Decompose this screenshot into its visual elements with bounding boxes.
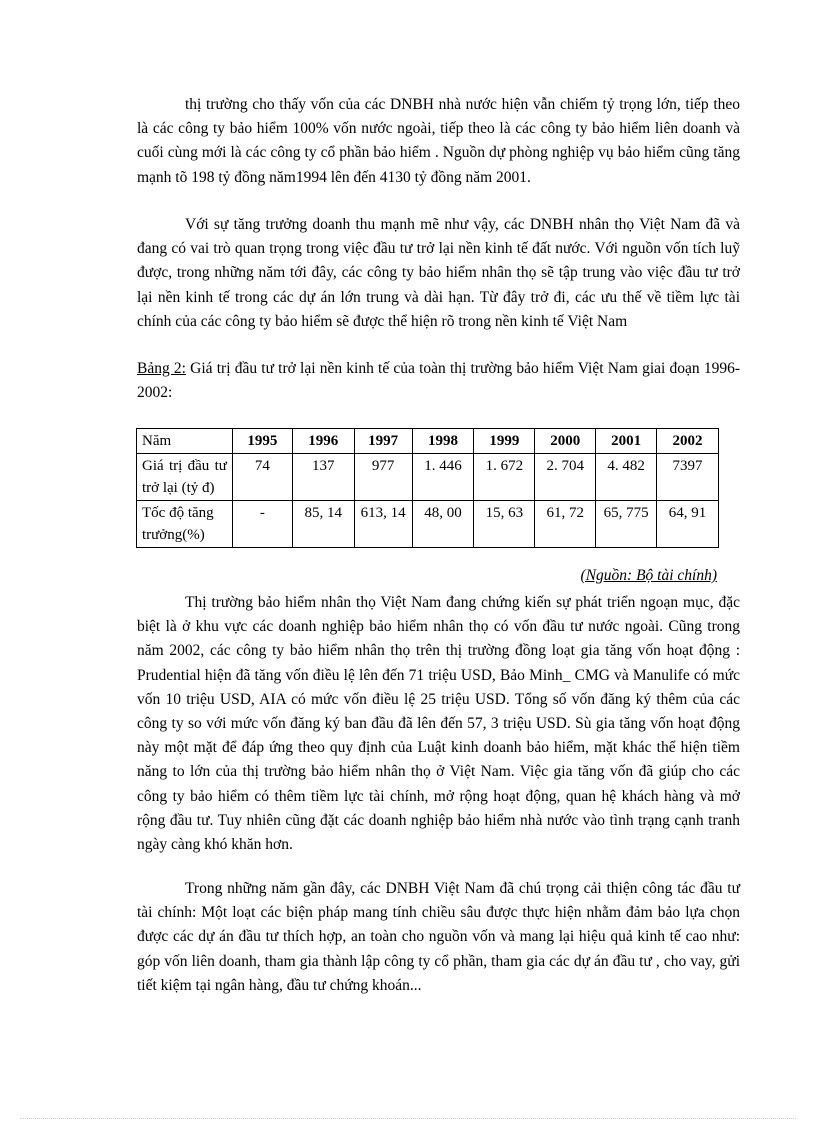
paragraph-4-text: Trong những năm gần đây, các DNBH Việt Nam đã chú trọng cải thiện công tác đầu tư tài chính: Một loạt các biện pháp mang tính chiều sâu được thực hiện nhằm đảm bảo lựa chọn được các dự án đầu tư thích hợp, an toàn cho nguồn vốn và mang lại hiệu quả kinh tế cao như: góp vốn liên doanh, tham gia thành lập công ty cổ phần, tham gia các dự án đầu tư , cho vay, gửi tiết kiệm tại ngân hàng, đầu tư chứng khoán... [137,880,740,994]
header-cell: 2000 [535,429,596,454]
page-bottom-divider [20,1118,796,1119]
header-cell: 1996 [292,429,354,454]
header-cell: 1997 [354,429,412,454]
header-cell: 1999 [474,429,535,454]
investment-table [136,428,719,548]
row-label: Giá trị đầu tư trở lại (tỷ đ) [137,454,233,501]
table-cell: 85, 14 [292,501,354,548]
table-cell: 4. 482 [596,454,657,501]
table-cell: 65, 775 [596,501,657,548]
header-cell: 2002 [657,429,719,454]
paragraph-2 [137,213,740,334]
paragraph-4 [137,877,740,998]
table-row [137,454,719,501]
header-cell: 1995 [232,429,292,454]
table-cell: 1. 672 [474,454,535,501]
table-caption [137,357,740,405]
table-cell: 1. 446 [412,454,474,501]
header-cell: Năm [137,429,233,454]
table-cell: - [232,501,292,548]
paragraph-3 [137,591,740,857]
table-header-row [137,429,719,454]
table-cell: 613, 14 [354,501,412,548]
paragraph-1-text: thị trường cho thấy vốn của các DNBH nhà nước hiện vẫn chiếm tỷ trọng lớn, tiếp theo là các công ty bảo hiểm 100% vốn nước ngoài, tiếp theo là các công ty bảo hiểm liên doanh và cuối cùng mới là các công ty cổ phần bảo hiểm . Nguồn dự phòng nghiệp vụ bảo hiểm cũng tăng mạnh tõ 198 tỷ đồng năm1994 lên đến 4130 tỷ đồng năm 2001. [137,96,740,186]
table-cell: 15, 63 [474,501,535,548]
paragraph-2-text: Với sự tăng trưởng doanh thu mạnh mẽ như vậy, các DNBH nhân thọ Việt Nam đã và đang có vai trò quan trọng trong việc đầu tư trở lại nền kinh tế đất nước. Với nguồn vốn tích luỹ được, trong những năm tới đây, các công ty bảo hiểm nhân thọ sẽ tập trung vào việc đầu tư trở lại nền kinh tế trong các dự án lớn trung và dài hạn. Từ đây trở đi, các ưu thế về tiềm lực tài chính của các công ty bảo hiểm sẽ được thể hiện rõ trong nền kinh tế Việt Nam [137,216,740,330]
table-cell: 48, 00 [412,501,474,548]
row-label: Tốc độ tăng trưởng(%) [137,501,233,548]
table-cell: 7397 [657,454,719,501]
table-cell: 2. 704 [535,454,596,501]
table-cell: 64, 91 [657,501,719,548]
table-caption-text: Giá trị đầu tư trở lại nền kinh tế của toàn thị trường bảo hiểm Việt Nam giai đoạn 1996-2002: [137,360,740,402]
table-cell: 977 [354,454,412,501]
table-cell: 74 [232,454,292,501]
table-row [137,501,719,548]
table-caption-label: Bảng 2: [137,360,186,377]
header-cell: 1998 [412,429,474,454]
header-cell: 2001 [596,429,657,454]
paragraph-1 [137,93,740,190]
paragraph-3-text: Thị trường bảo hiểm nhân thọ Việt Nam đang chứng kiến sự phát triển ngoạn mục, đặc biệt là ở khu vực các doanh nghiệp bảo hiểm nhân thọ có vốn đầu tư nước ngoài. Cũng trong năm 2002, các công ty bảo hiểm nhân thọ trên thị trường đồng loạt gia tăng vốn hoạt động : Prudential hiện đã tăng vốn điều lệ lên đến 71 triệu USD, Bảo Minh_ CMG và Manulife có mức vốn 10 triệu USD, AIA có mức vốn điều lệ 25 triệu USD. Tổng số vốn đăng ký thêm của các công ty so với mức vốn đăng ký ban đầu đã lên đến 57, 3 triệu USD. Sù gia tăng vốn hoạt động này một mặt để đáp ứng theo quy định của Luật kinh doanh bảo hiểm, mặt khác thể hiện tiềm năng to lớn của thị trường bảo hiểm nhân thọ ở Việt Nam. Việc gia tăng vốn đã giúp cho các công ty bảo hiểm có thêm tiềm lực tài chính, mở rộng hoạt động, quan hệ khách hàng và mở rộng đầu tư. Tuy nhiên cũng đặt các doanh nghiệp bảo hiểm nhà nước vào tình trạng cạnh tranh ngày càng khó khăn hơn. [137,594,740,854]
table-cell: 61, 72 [535,501,596,548]
table-source: (Nguồn: Bộ tài chính) [580,567,717,584]
table-cell: 137 [292,454,354,501]
